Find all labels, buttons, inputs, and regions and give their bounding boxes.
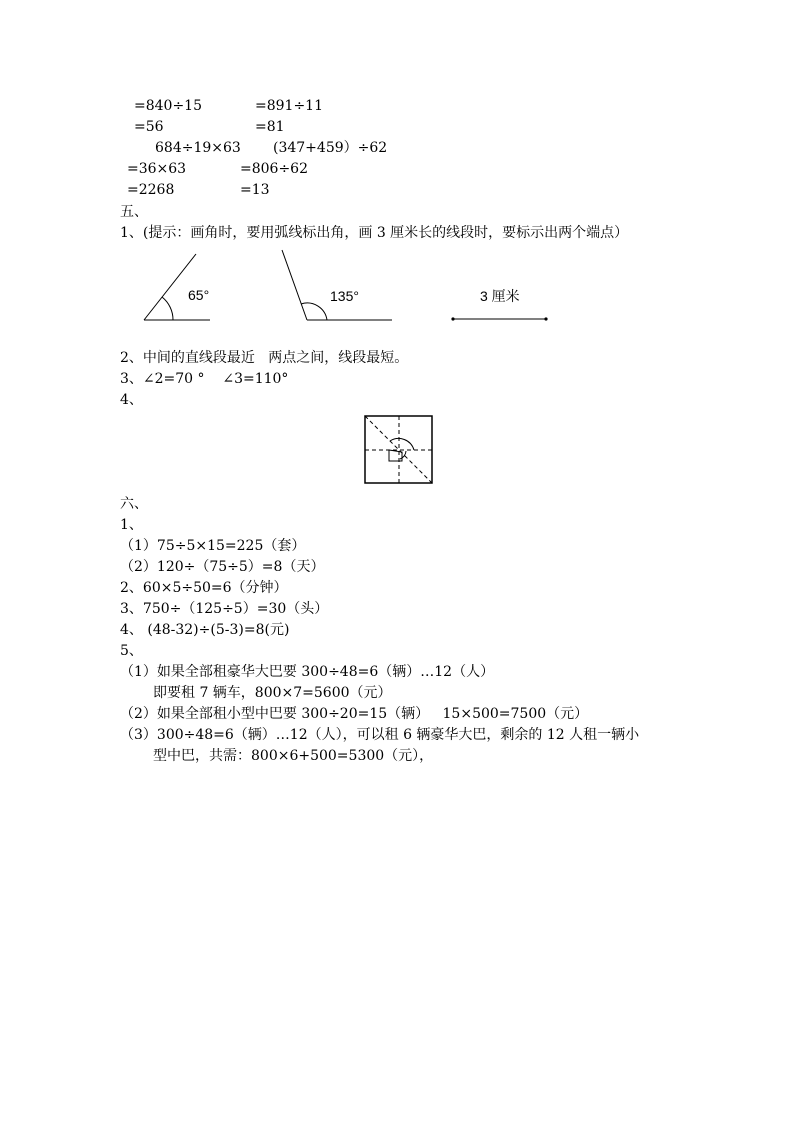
calc-line: =2268 [127, 182, 175, 198]
question-4: 4、 [120, 392, 143, 408]
calc-line: 684÷19×63 [155, 140, 241, 156]
angle-2-label: 135° [330, 288, 359, 304]
problem-5-part-3-cont: 型中巴，共需：800×6+500=5300（元）， [153, 748, 434, 764]
angle-135-figure [278, 248, 398, 328]
problem-2: 2、60×5÷50=6（分钟） [120, 580, 288, 596]
fold-square-figure [362, 413, 436, 487]
calc-line: =840÷15 [134, 98, 202, 114]
section-heading: 六、 [120, 496, 148, 512]
angle-65-figure [138, 248, 218, 328]
calc-line: (347+459）÷62 [273, 140, 388, 156]
calc-line: =56 [134, 119, 164, 135]
problem-1-part-1: （1）75÷5×15=225（套） [120, 538, 306, 554]
question-3: 3、∠2=70 ° ∠3=110° [120, 371, 289, 387]
problem-5-part-2: （2）如果全部租小型中巴要 300÷20=15（辆） 15×500=7500（元） [120, 706, 589, 722]
problem-3: 3、750÷（125÷5）=30（头） [120, 601, 329, 617]
problem-4: 4、 (48-32)÷(5-3)=8(元) [120, 622, 290, 638]
problem-1: 1、 [120, 517, 143, 533]
question-2: 2、中间的直线段最近 两点之间，线段最短。 [120, 350, 409, 366]
problem-5-part-1-cont: 即要租 7 辆车，800×7=5600（元） [153, 685, 392, 701]
problem-1-part-2: （2）120÷（75÷5）=8（天） [120, 559, 325, 575]
calc-line: =806÷62 [240, 161, 308, 177]
calc-line: =891÷11 [255, 98, 323, 114]
calc-line: =13 [240, 182, 270, 198]
calc-line: =81 [255, 119, 285, 135]
problem-5-part-3: （3）300÷48=6（辆）…12（人），可以租 6 辆豪华大巴，剩余的 12 人租一辆小 [120, 727, 640, 743]
calc-line: =36×63 [127, 161, 187, 177]
section-heading: 五、 [120, 204, 148, 220]
problem-5: 5、 [120, 643, 143, 659]
angle-1-label: 65° [188, 287, 210, 303]
problem-5-part-1: （1）如果全部租豪华大巴要 300÷48=6（辆）…12（人） [120, 664, 495, 680]
segment-figure [448, 280, 552, 328]
question-1: 1、(提示：画角时，要用弧线标出角，画 3 厘米长的线段时，要标示出两个端点） [120, 225, 629, 241]
segment-label: 3 厘米 [480, 288, 520, 304]
